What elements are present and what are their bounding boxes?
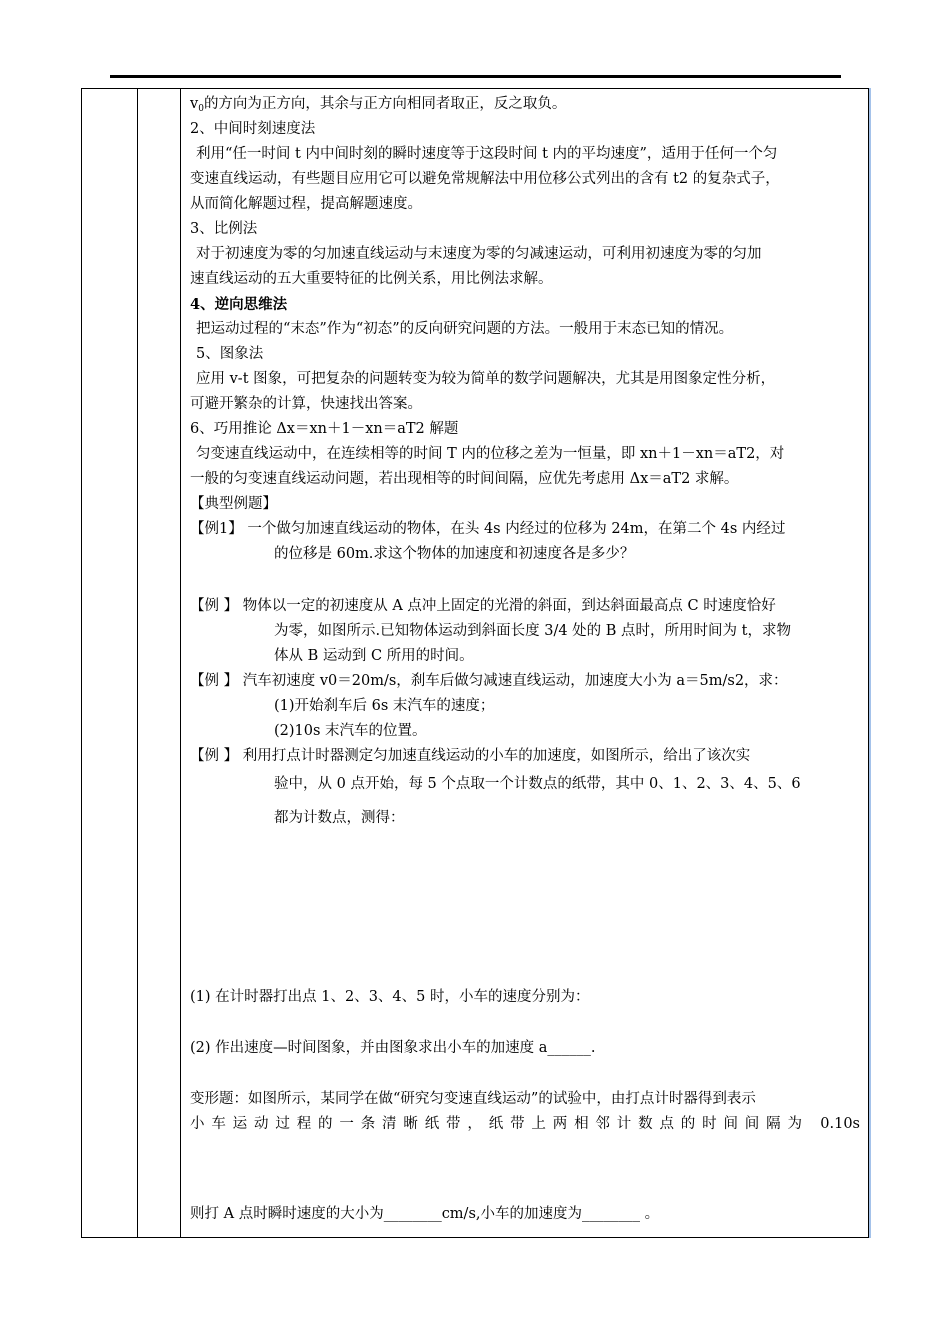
variant-problem-cont: 小车运动过程的一条清晰纸带，纸带上两相邻计数点的时间间隔为 0.10s xyxy=(190,1116,860,1132)
example-3-part: (2)10s 末汽车的位置。 xyxy=(274,723,427,739)
text-line: 对于初速度为零的匀加速直线运动与末速度为零的匀减速运动，可利用初速度为零的匀加 xyxy=(196,246,762,262)
text-line: 应用 v-t 图象，可把复杂的问题转变为较为简单的数学问题解决，尤其是用图象定性分析， xyxy=(196,371,776,387)
section-heading: 5、图象法 xyxy=(196,346,264,362)
text-line: 利用“任一时间 t 内中间时刻的瞬时速度等于这段时间 t 内的平均速度”，适用于任何一个匀 xyxy=(196,146,778,162)
column-divider-2 xyxy=(180,89,181,1237)
example-3: 【例 】 汽车初速度 v0＝20m/s，刹车后做匀减速直线运动，加速度大小为 a＝5m/s2，求： xyxy=(190,673,788,689)
example-2-cont: 为零，如图所示.已知物体运动到斜面长度 3/4 处的 B 点时，所用时间为 t，求物 xyxy=(274,623,791,639)
example-3-part: (1)开始刹车后 6s 末汽车的速度； xyxy=(274,698,495,714)
text-line: 速直线运动的五大重要特征的比例关系，用比例法求解。 xyxy=(190,271,553,287)
text-line: 从而简化解题过程，提高解题速度。 xyxy=(190,196,422,212)
text-line: $v_0$的方向为正方向，其余与正方向相同者取正，反之取负。 xyxy=(190,96,567,114)
figure-space xyxy=(190,831,860,985)
section-heading: 3、比例法 xyxy=(190,221,258,237)
section-heading: 2、中间时刻速度法 xyxy=(190,121,316,137)
question-2: (2) 作出速度—时间图象，并由图象求出小车的加速度 a______. xyxy=(190,1040,596,1056)
section-heading: 6、巧用推论 Δx＝xn＋1－xn＝aT2 解题 xyxy=(190,421,459,437)
text-line: 一般的匀变速直线运动问题，若出现相等的时间间隔，应优先考虑用 Δx＝aT2 求解。 xyxy=(190,471,739,487)
example-4-cont: 验中，从 0 点开始，每 5 个点取一个计数点的纸带，其中 0、1、2、3、4、5、6 xyxy=(274,776,801,792)
content-cell xyxy=(190,92,860,1227)
example-2-cont: 体从 B 运动到 C 所用的时间。 xyxy=(274,648,474,664)
header-rule xyxy=(110,75,841,78)
question-1: (1) 在计时器打出点 1、2、3、4、5 时，小车的速度分别为： xyxy=(190,989,590,1005)
column-divider-1 xyxy=(137,89,138,1237)
text-line: 匀变速直线运动中，在连续相等的时间 T 内的位移之差为一恒量，即 xn＋1－xn＝aT2，对 xyxy=(196,446,785,462)
section-heading: 【典型例题】 xyxy=(190,496,277,512)
variant-problem: 变形题：如图所示，某同学在做“研究匀变速直线运动”的试验中，由打点计时器得到表示 xyxy=(190,1091,756,1107)
example-4: 【例 】 利用打点计时器测定匀加速直线运动的小车的加速度，如图所示，给出了该次实 xyxy=(190,748,751,764)
text-line: 把运动过程的“末态”作为“初态”的反向研究问题的方法。一般用于末态已知的情况。 xyxy=(196,321,734,337)
example-1-cont: 的位移是 60m.求这个物体的加速度和初速度各是多少？ xyxy=(274,546,635,562)
example-2: 【例 】 物体以一定的初速度从 A 点冲上固定的光滑的斜面，到达斜面最高点 C 时速度恰好 xyxy=(190,598,776,614)
text-line: 可避开繁杂的计算，快速找出答案。 xyxy=(190,396,422,412)
table-right-edge xyxy=(869,88,871,1238)
section-heading: 4、逆向思维法 xyxy=(190,296,288,313)
example-1: 【例1】 一个做匀加速直线运动的物体，在头 4s 内经过的位移为 24m，在第二个 4s 内经过 xyxy=(190,521,786,537)
text-line: 变速直线运动，有些题目应用它可以避免常规解法中用位移公式列出的含有 t2 的复杂式子， xyxy=(190,171,780,187)
example-4-cont: 都为计数点，测得： xyxy=(274,810,405,826)
variant-problem-blank: 则打 A 点时瞬时速度的大小为________cm/s,小车的加速度为________ 。 xyxy=(190,1206,660,1222)
